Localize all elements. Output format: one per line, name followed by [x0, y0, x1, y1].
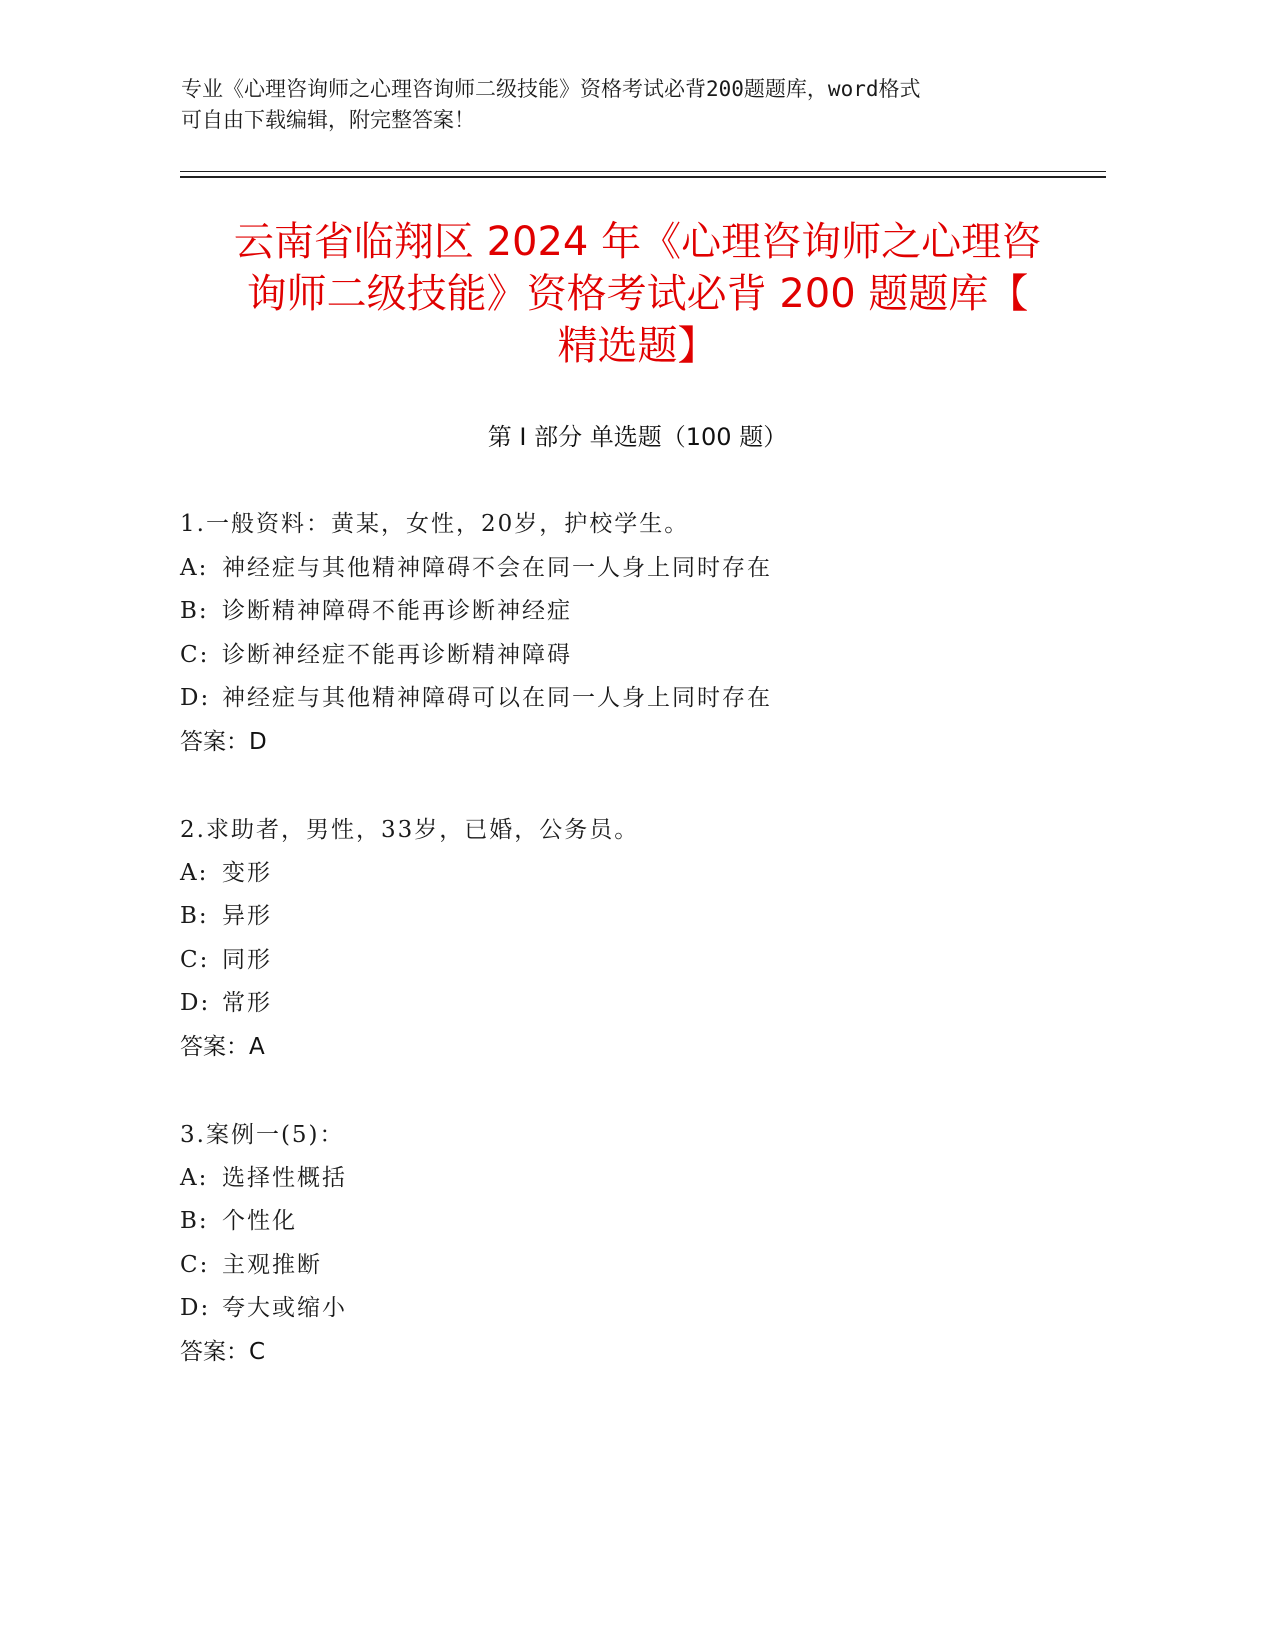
question-2-stem: 2.求助者，男性，33岁，已婚，公务员。 [180, 817, 640, 843]
section-heading: 第 I 部分 单选题（100 题） [487, 423, 788, 451]
option-label: D: [180, 685, 211, 711]
question-2-option-c [180, 945, 272, 975]
option-text: 变形 [222, 860, 272, 886]
option-label: D: [180, 990, 211, 1016]
title-line-1: 云南省临翔区 2024 年《心理咨询师之心理咨 [233, 219, 1042, 265]
option-text: 主观推断 [222, 1252, 322, 1278]
option-label: D: [180, 1295, 211, 1321]
question-1-option-b [180, 596, 572, 626]
header-note-line-1: 专业《心理咨询师之心理咨询师二级技能》资格考试必背200题题库，word格式 [181, 77, 921, 101]
document-title [160, 216, 1115, 372]
question-2-option-b [180, 901, 272, 931]
question-3-stem: 3.案例一(5)： [180, 1122, 345, 1148]
option-label: B: [180, 1208, 209, 1234]
option-text: 神经症与其他精神障碍可以在同一人身上同时存在 [222, 685, 772, 711]
question-2-option-a [180, 858, 272, 888]
title-line-2: 询师二级技能》资格考试必背 200 题题库【 [246, 271, 1029, 317]
question-1-stem: 1.一般资料：黄某，女性，20岁，护校学生。 [180, 511, 690, 537]
question-1-option-d [180, 683, 772, 713]
question-2-option-d [180, 988, 272, 1018]
header-note [181, 74, 1041, 136]
title-line-3: 精选题】 [557, 323, 718, 369]
option-text: 个性化 [222, 1208, 297, 1234]
option-text: 诊断神经症不能再诊断精神障碍 [222, 642, 572, 668]
option-label: C: [180, 642, 210, 668]
option-label: A: [180, 555, 209, 581]
question-2-answer: 答案：A [180, 1034, 265, 1060]
question-3-option-a [180, 1163, 347, 1193]
option-label: B: [180, 598, 209, 624]
option-text: 夸大或缩小 [222, 1295, 347, 1321]
question-3-answer: 答案：C [180, 1339, 266, 1365]
option-text: 同形 [222, 947, 272, 973]
option-text: 选择性概括 [222, 1165, 347, 1191]
option-label: B: [180, 903, 209, 929]
question-3-option-d [180, 1293, 347, 1323]
header-divider-thin [180, 171, 1106, 172]
option-label: C: [180, 947, 210, 973]
question-1-answer: 答案：D [180, 729, 267, 755]
header-divider-thick [180, 176, 1106, 178]
question-1-option-a [180, 553, 772, 583]
question-3-option-c [180, 1250, 322, 1280]
question-3-option-b [180, 1206, 297, 1236]
header-note-line-2: 可自由下载编辑，附完整答案！ [181, 108, 475, 132]
option-text: 诊断精神障碍不能再诊断神经症 [222, 598, 572, 624]
option-text: 神经症与其他精神障碍不会在同一人身上同时存在 [222, 555, 772, 581]
option-label: C: [180, 1252, 210, 1278]
option-text: 常形 [222, 990, 272, 1016]
option-label: A: [180, 860, 209, 886]
option-text: 异形 [222, 903, 272, 929]
option-label: A: [180, 1165, 209, 1191]
question-1-option-c [180, 640, 572, 670]
